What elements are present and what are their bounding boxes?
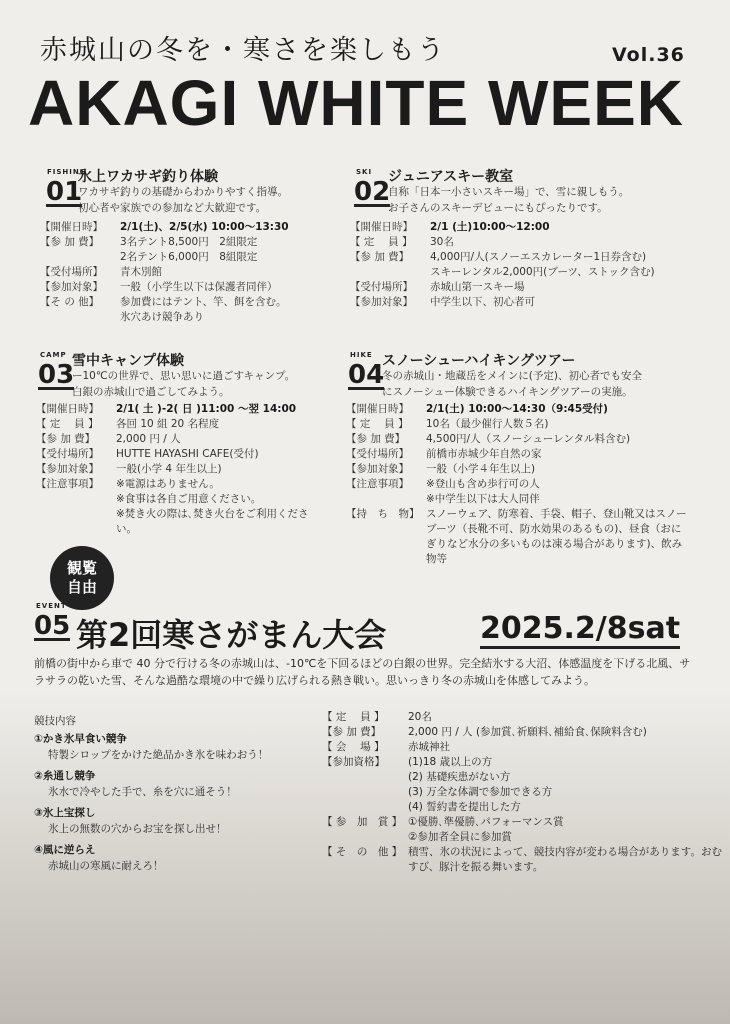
detail-value: 赤城神社 [408, 741, 450, 753]
detail-row [350, 250, 690, 280]
competition-item [34, 768, 324, 800]
detail-value: ※電源はありません。 ※食事は各自ご用意ください。 ※焚き火の際は､焚き火台をご利用ください。 [116, 478, 309, 535]
competition-item [34, 731, 324, 763]
detail-row [350, 220, 690, 235]
detail-row [322, 815, 722, 845]
event5-details [322, 710, 722, 875]
event-number: 04 [348, 360, 385, 390]
detail-value: 赤城山第一スキー場 [430, 281, 525, 293]
competition-heading: 競技内容 [34, 715, 76, 727]
event-details [40, 220, 350, 325]
detail-row [322, 845, 722, 875]
event-title: ジュニアスキー教室 [388, 169, 514, 185]
detail-label: 【 そ の 他 】 [322, 846, 403, 858]
competition-desc: 氷水で冷やした手で、糸を穴に通そう！ [48, 786, 237, 798]
event-details [350, 220, 690, 310]
detail-row [36, 477, 322, 537]
detail-value: 2/1(土)、2/5(水) 10:00〜13:30 [120, 221, 289, 233]
competition-name: ④風に逆らえ [34, 844, 96, 856]
detail-row [322, 755, 722, 815]
detail-label: 【受付場所】 [346, 448, 409, 460]
detail-row [40, 220, 350, 235]
detail-label: 【そ の 他】 [40, 296, 100, 308]
competition-desc: 氷上の無数の穴からお宝を探し出せ！ [48, 823, 227, 835]
detail-row [346, 417, 690, 432]
detail-row [322, 710, 722, 725]
detail-label: 【開催日時】 [36, 403, 99, 415]
detail-row [36, 447, 322, 462]
category-label: HIKE [350, 351, 373, 359]
event-number: 03 [38, 360, 75, 390]
detail-value: 2,000 円 / 人 [116, 433, 181, 445]
category-label: EVENT [36, 602, 67, 610]
detail-row [36, 462, 322, 477]
detail-row [36, 402, 322, 417]
detail-value: 2,000 円 / 人 (参加賞､祈願料､補給食､保険料含む) [408, 726, 647, 738]
detail-label: 【参 加 費】 [346, 433, 406, 445]
detail-label: 【参 加 費】 [322, 726, 382, 738]
event-description: 自称「日本一小さいスキー場」で、雪に親しもう。 お子さんのスキーデビューにもぴったりです。 [388, 186, 630, 214]
event-number: 01 [46, 177, 83, 207]
event-description: ー10℃の世界で、思い思いに過ごすキャンプ。 白銀の赤城山で過ごしてみよう。 [72, 370, 296, 398]
tagline: 赤城山の冬を・寒さを楽しもう [40, 35, 446, 66]
detail-value: 中学生以下、初心者可 [430, 296, 535, 308]
detail-value: 2/1(土) 10:00〜14:30（9:45受付) [426, 403, 608, 415]
category-label: FISHING [47, 168, 87, 176]
detail-value: 一般（小学生以下は保護者同伴） [120, 281, 278, 293]
detail-label: 【 定 員 】 [322, 711, 385, 723]
detail-row [346, 462, 690, 477]
detail-label: 【 参 加 賞 】 [322, 816, 403, 828]
detail-label: 【参 加 費】 [350, 251, 410, 263]
detail-label: 【注意事項】 [346, 478, 409, 490]
event-number: 05 [34, 611, 71, 641]
detail-row [322, 725, 722, 740]
detail-row [346, 432, 690, 447]
detail-row [36, 432, 322, 447]
detail-value: 3名テント8,500円 2組限定 2名テント6,000円 8組限定 [120, 236, 258, 263]
detail-value: 各回 10 組 20 名程度 [116, 418, 220, 430]
detail-label: 【開催日時】 [40, 221, 103, 233]
competition-desc: 特製シロップをかけた絶品かき氷を味わおう！ [48, 749, 269, 761]
detail-value: 前橋市赤城少年自然の家 [426, 448, 542, 460]
event5-title: 第2回寒さがまん大会 [76, 616, 387, 654]
detail-value: ①優勝､準優勝､パフォーマンス賞 ②参加者全員に参加賞 [408, 816, 564, 843]
detail-value: 4,000円/人(スノーエスカレーター1日券含む) スキーレンタル2,000円(ブーツ、ストック含む) [430, 251, 655, 278]
detail-label: 【注意事項】 [36, 478, 99, 490]
detail-label: 【 会 場 】 [322, 741, 385, 753]
detail-label: 【参加対象】 [40, 281, 103, 293]
detail-value: (1)18 歳以上の方 (2) 基礎疾患がない方 (3) 万全な体調で参加できる方 (4) 誓約書を提出した方 [408, 756, 553, 813]
event-title: 雪中キャンプ体験 [72, 353, 184, 369]
detail-row [40, 265, 350, 280]
detail-value: 2/1 (土)10:00〜12:00 [430, 221, 550, 233]
event-details [346, 402, 690, 567]
event-title: スノーシューハイキングツアー [382, 353, 576, 369]
detail-row [322, 740, 722, 755]
competition-item [34, 842, 324, 874]
detail-value: 青木別館 [120, 266, 162, 278]
event-title: 氷上ワカサギ釣り体験 [78, 169, 218, 185]
detail-value: 20名 [408, 711, 432, 723]
detail-label: 【参 加 費】 [40, 236, 100, 248]
detail-row [346, 447, 690, 462]
detail-label: 【受付場所】 [36, 448, 99, 460]
detail-label: 【持 ち 物】 [346, 508, 420, 520]
detail-label: 【開催日時】 [350, 221, 413, 233]
detail-value: 一般（小学４年生以上) [426, 463, 536, 475]
competition-list [34, 713, 324, 879]
competition-item [34, 805, 324, 837]
competition-name: ①かき氷早食い競争 [34, 733, 127, 745]
free-viewing-badge: 観覧 自由 [50, 546, 114, 610]
detail-label: 【受付場所】 [350, 281, 413, 293]
detail-value: 10名（最少催行人数５名) [426, 418, 549, 430]
detail-label: 【参 加 費】 [36, 433, 96, 445]
detail-row [36, 417, 322, 432]
detail-label: 【参加対象】 [350, 296, 413, 308]
volume-number: Vol.36 [612, 44, 685, 66]
detail-value: 30名 [430, 236, 454, 248]
detail-label: 【開催日時】 [346, 403, 409, 415]
detail-label: 【参加資格】 [322, 756, 385, 768]
detail-label: 【 定 員 】 [346, 418, 409, 430]
detail-value: 2/1( 土 )-2( 日 )11:00 〜翌 14:00 [116, 403, 297, 415]
detail-row [346, 507, 690, 567]
detail-value: 4,500円/人（スノーシューレンタル料含む) [426, 433, 631, 445]
event-description: ワカサギ釣りの基礎からわかりやすく指導。 初心者や家族での参加など大歓迎です。 [78, 186, 288, 214]
detail-label: 【 定 員 】 [350, 236, 413, 248]
detail-label: 【 定 員 】 [36, 418, 99, 430]
detail-row [346, 402, 690, 417]
main-title: AKAGI WHITE WEEK [28, 67, 684, 139]
event-description: 冬の赤城山・地蔵岳をメインに(予定)、初心者でも安全 にスノーシュー体験できるハイキングツアーの実施。 [382, 370, 642, 398]
detail-label: 【参加対象】 [346, 463, 409, 475]
detail-label: 【参加対象】 [36, 463, 99, 475]
detail-row [350, 235, 690, 250]
detail-value: 参加費にはテント、竿、餌を含む。 氷穴あけ競争あり [120, 296, 287, 323]
detail-row [40, 280, 350, 295]
detail-value: ※登山も含め歩行可の人 ※中学生以下は大人同伴 [426, 478, 540, 505]
detail-row [350, 295, 690, 310]
category-label: SKI [356, 168, 373, 176]
detail-row [350, 280, 690, 295]
event5-description: 前橋の街中から車で 40 分で行ける冬の赤城山は、-10℃を下回るほどの白銀の世界。完全結氷する大沼、体感温度を下げる北風、サラサラの乾いた雪、そんな過酷な環境の中で繰り広げられる熱き戦い。思いっきり冬の赤城山を体感してみよう。 [34, 657, 691, 687]
detail-label: 【受付場所】 [40, 266, 103, 278]
detail-value: 一般(小学 4 年生以上) [116, 463, 222, 475]
event5-date: 2025.2/8sat [480, 612, 680, 649]
detail-value: スノーウェア、防寒着、手袋、帽子、登山靴又はスノーブーツ（長靴不可、防水効果のあるもの)、昼食（おにぎりなど水分の多いものは凍る場合があります)、飲み物等 [426, 508, 687, 565]
competition-name: ②糸通し競争 [34, 770, 96, 782]
detail-value: 積雪、氷の状況によって、競技内容が変わる場合があります。おむすび、豚汁を振る舞います。 [408, 846, 722, 873]
detail-row [40, 235, 350, 265]
competition-name: ③氷上宝探し [34, 807, 96, 819]
event-number: 02 [354, 177, 391, 207]
detail-row [40, 295, 350, 325]
category-label: CAMP [40, 351, 67, 359]
detail-row [346, 477, 690, 507]
detail-value: HUTTE HAYASHI CAFE(受付) [116, 448, 259, 460]
competition-desc: 赤城山の寒風に耐えろ！ [48, 860, 164, 872]
event-details [36, 402, 322, 537]
